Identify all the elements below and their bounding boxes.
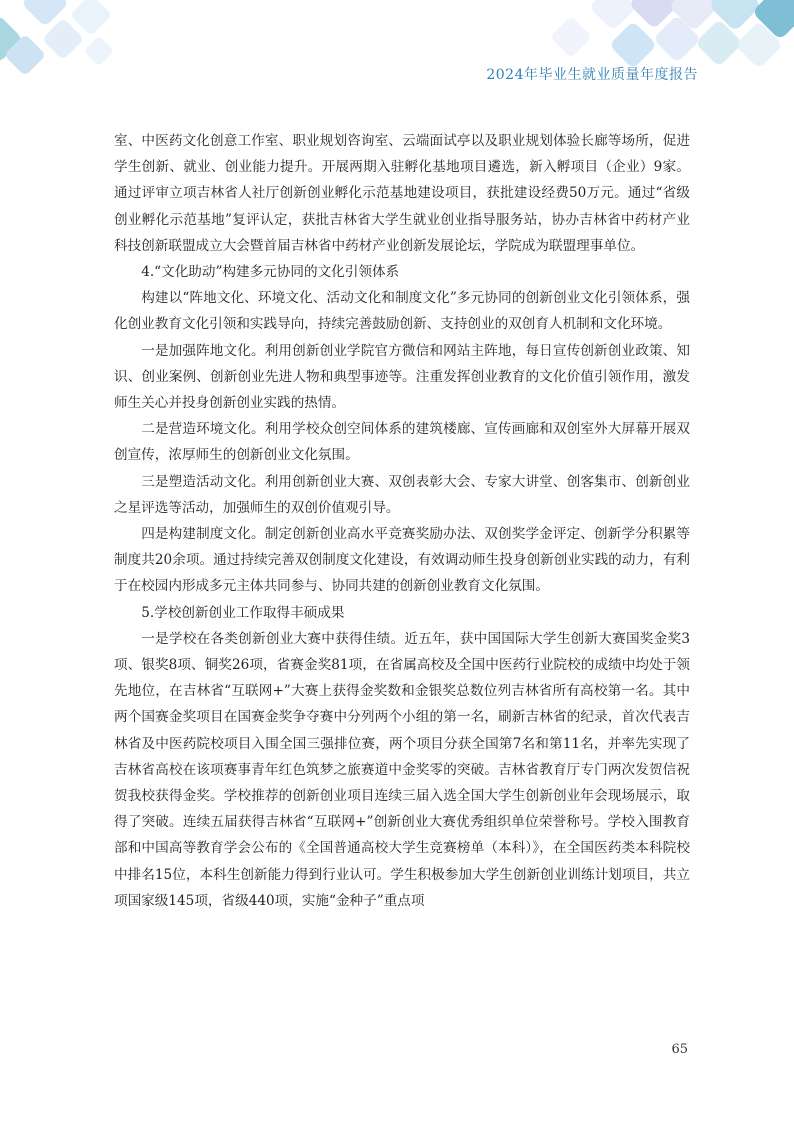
section-heading: 4.“文化助动”构建多元协同的文化引领体系 — [141, 264, 400, 281]
paragraph: 二是营造环境文化。利用学校众创空间体系的建筑楼廊、宣传画廊和双创室外大屏幕开展双创宣传，浓厚师生的创新创业文化氛围。 — [114, 421, 690, 464]
decor-diamond — [70, 0, 112, 36]
paragraph: 四是构建制度文化。制定创新创业高水平竞赛奖励办法、双创奖学金评定、创新学分积累等制度共20余项。通过持续完善双创制度文化建设，有效调动师生投身创新创业实践的动力，有利于在校园内形成多元主体共同参与、协同共建的创新创业教育文化氛围。 — [114, 526, 690, 595]
decor-diamond — [42, 18, 84, 60]
decor-diamond — [550, 16, 592, 58]
section-heading: 5.学校创新创业工作取得丰硕成果 — [141, 604, 345, 621]
report-header-title: 2024年毕业生就业质量年度报告 — [486, 67, 698, 83]
paragraph: 一是学校在各类创新创业大赛中获得佳绩。近五年，获中国国际大学生创新大赛国奖金奖3项、银奖8项、铜奖26项，省赛金奖81项，在省属高校及全国中医药行业院校的成绩中均处于领先地位，在吉林省“互联网+”大赛上获得金奖数和金银奖总数位列吉林省所有高校第一名。其中两个国赛金奖项目在国赛金奖争夺赛中分列两个小组的第一名，刷新吉林省的纪录，首次代表吉林省及中医药院校项目入围全国三强排位赛，两个项目分获全国第7名和第11名，并率先实现了吉林省高校在该项赛事青年红色筑梦之旅赛道中金奖零的突破。吉林省教育厅专门两次发贺信祝贺我校获得金奖。学校推荐的创新创业项目连续三届入选全国大学生创新创业年会现场展示，取得了突破。连续五届获得吉林省“互联网+”创新创业大赛优秀组织单位荣誉称号。学校入围教育部和中国高等教育学会公布的《全国普通高校大学生竞赛榜单（本科）》，在全国医药类本科院校中排名15位，本科生创新能力得到行业认可。学生积极参加大学生创新创业训练计划项目，共立项国家级145项，省级440项，实施“金种子”重点项 — [114, 630, 690, 909]
page-number: 65 — [671, 1042, 688, 1057]
decor-diamond — [83, 35, 114, 66]
decor-diamond — [609, 21, 657, 69]
paragraph: 室、中医药文化创意工作室、职业规划咨询室、云端面试亭以及职业规划体验长廊等场所，促进学生创新、就业、创业能力提升。开展两期入驻孵化基地项目遴选，新入孵项目（企业）9家。通过评审立项吉林省人社厅创新创业孵化示范基地建设项目，获批建设经费50万元。通过“省级创业孵化示范基地”复评认定，获批吉林省大学生就业创业指导服务站，协办吉林省中药材产业科技创新联盟成立大会暨首届吉林省中药材产业创新发展论坛，学院成为联盟理事单位。 — [114, 133, 690, 254]
paragraph: 构建以“阵地文化、环境文化、活动文化和制度文化”多元协同的创新创业文化引领体系，强化创业教育文化引领和实践导向，持续完善鼓励创新、支持创业的双创育人机制和文化环境。 — [114, 290, 690, 333]
paragraph: 三是塑造活动文化。利用创新创业大赛、双创表彰大会、专家大讲堂、创客集市、创新创业之星评选等活动，加强师生的双创价值观引导。 — [114, 473, 690, 516]
document-body — [114, 128, 690, 914]
paragraph: 一是加强阵地文化。利用创新创业学院官方微信和网站主阵地，每日宣传创新创业政策、知识、创业案例、创新创业先进人物和典型事迹等。注重发挥创业教育的文化价值引领作用，激发师生关心并投身创新创业实践的热情。 — [114, 342, 690, 412]
